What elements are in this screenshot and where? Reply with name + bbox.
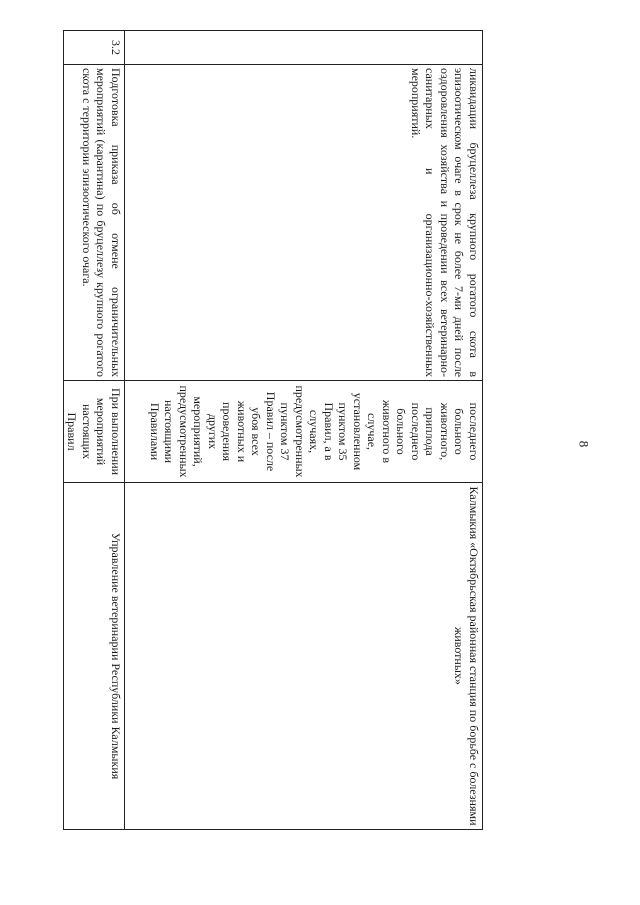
page-number: 8 bbox=[576, 440, 592, 448]
responsible-cell: Калмыкия «Октябрьская районная станция по борьбе с болезнями животных» bbox=[125, 482, 483, 829]
table-row bbox=[64, 31, 125, 830]
row-number bbox=[125, 31, 483, 65]
rotated-page-content bbox=[63, 30, 483, 830]
table-row bbox=[125, 31, 483, 830]
term-cell: При выполнении мероприятий настоящих Правил bbox=[64, 381, 125, 483]
measure-cell: ликвидации бруцеллеза крупного рогатого скота в эпизоотическом очаге в срок не более 7-ми дней после оздоровления хозяйства и проведении всех ветеринарно-санитарных и организационно-хозяйственных мероприятий. bbox=[125, 64, 483, 380]
measures-table bbox=[63, 30, 483, 830]
responsible-cell: Управление ветеринарии Республики Калмыкия bbox=[64, 482, 125, 829]
row-number: 3.2 bbox=[64, 31, 125, 65]
term-cell: последнего больного животного, приплода последнего больного животного в случае, установленном пунктом 35 Правил, а в случаях, предусмотренных пунктом 37 Правил – после убоя всех животных и проведения других мероприятий, предусмотренных настоящими Правилами bbox=[125, 381, 483, 483]
measure-cell: Подготовка приказа об отмене ограничительных мероприятий (карантина) по бруцеллезу крупного рогатого скота с территории эпизоотического очага. bbox=[64, 64, 125, 380]
